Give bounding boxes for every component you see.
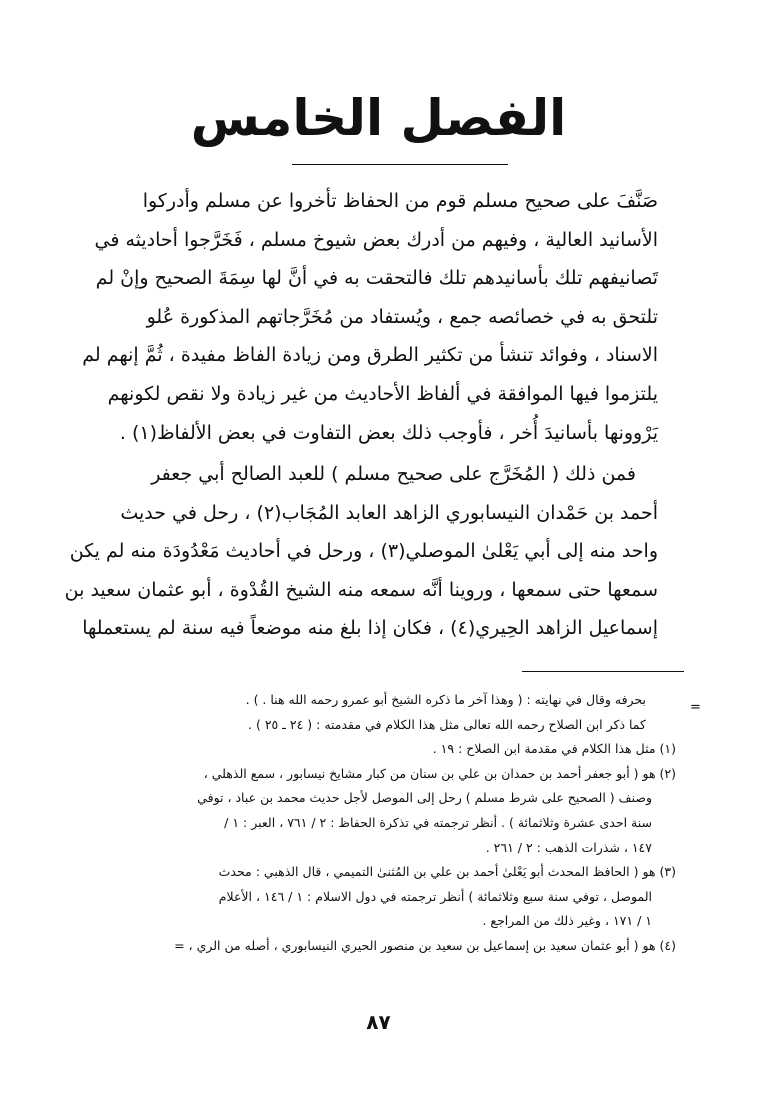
footnote-line: وصنف ( الصحيح على شرط مسلم ) رحل إلى الموصل لأجل حديث محمد بن عباد ، توفي [197, 790, 652, 806]
footnote-line: سنة احدى عشرة وثلاثمائة ) . أنظر ترجمته في تذكرة الحفاظ : ٢ / ٧٦١ ، العبر : ١ / [224, 814, 652, 830]
footnote-line: الموصل ، توفي سنة سبع وثلاثمائة ) أنظر ترجمته في دول الاسلام : ١ / ١٤٦ ، الأعلام [218, 888, 652, 904]
chapter-title: الفصل الخامس [190, 89, 567, 147]
text-line: يَرْوونها بأسانيدَ أُخر ، فأوجب ذلك بعض التفاوت في بعض الألفاظ(١) . [119, 421, 658, 444]
text-line: تلتحق به في خصائصه جمع ، ويُستفاد من مُخَرَّجاتهم المذكورة عُلو [146, 305, 658, 328]
page-number: ٨٧ [366, 1010, 391, 1034]
footnote-line: بحرفه وقال في نهايته : ( وهذا آخر ما ذكره الشيخ أبو عمرو رحمه الله هنا . ) . [245, 692, 646, 707]
footnote-line: ١ / ١٧١ ، وغير ذلك من المراجع . [482, 913, 652, 929]
footnotes [100, 688, 676, 959]
paragraph-1 [82, 182, 658, 452]
footnote-line: (٢) هو ( أبو جعفر أحمد بن حمدان بن علي بن سنان من كبار مشايخ نيسابور ، سمع الذهلي ، [203, 765, 676, 781]
title-divider [292, 164, 508, 165]
text-line: فمن ذلك ( المُخَرَّج على صحيح مسلم ) للعبد الصالح أبي جعفر [151, 463, 636, 485]
text-line: يلتزموا فيها الموافقة في ألفاظ الأحاديث من غير زيادة ولا نقص لكونهم [107, 382, 658, 405]
footnote-divider [522, 671, 684, 672]
paragraph-2 [64, 455, 658, 648]
text-line: سمعها حتى سمعها ، وروينا أنَّه سمعه منه الشيخ القُدْوة ، أبو عثمان سعيد بن [64, 578, 658, 601]
footnote-line: ١٤٧ ، شذرات الذهب : ٢ / ٢٦١ . [485, 839, 652, 855]
footnote-line: (١) مثل هذا الكلام في مقدمة ابن الصلاح : ١٩ . [432, 741, 676, 757]
footnote-line: كما ذكر ابن الصلاح رحمه الله تعالى مثل هذا الكلام في مقدمته : ( ٢٤ ـ ٢٥ ) . [248, 716, 646, 732]
text-line: تَصانيفهم تلك بأسانيدهم تلك فالتحقت به في أنَّ لها سِمَةَ الصحيح وإنْ لم [95, 267, 658, 290]
continuation-mark: = [690, 700, 701, 715]
text-line: الأسانيد العالية ، وفيهم من أدرك بعض شيوخ مسلم ، فَخَرَّجوا أحاديثه في [94, 228, 658, 251]
text-line: صَنَّفَ على صحيح مسلم قوم من الحفاظ تأخروا عن مسلم وأدركوا [142, 190, 658, 212]
text-line: أحمد بن حَمْدان النيسابوري الزاهد العابد المُجَاب(٢) ، رحل في حديث [120, 501, 658, 524]
text-line: إسماعيل الزاهد الحِيري(٤) ، فكان إذا بلغ منه موضعاً فيه سنة لم يستعملها [82, 617, 658, 640]
footnote-line: (٣) هو ( الحافظ المحدث أبو يَعْلىٰ أحمد بن علي بن المُثنىٰ التميمي ، قال الذهبي : محدث [218, 864, 676, 880]
text-line: الاسناد ، وفوائد تنشأ من تكثير الطرق ومن زيادة الفاظ مفيدة ، ثُمَّ إنهم لم [82, 344, 658, 367]
footnote-line: (٤) هو ( أبو عثمان سعيد بن إسماعيل بن سعيد بن منصور الحيري النيسابوري ، أصله من الري ، = [174, 937, 676, 953]
text-line: واحد منه إلى أبي يَعْلىٰ الموصلي(٣) ، ورحل في أحاديث مَعْدُودَة منه لم يكن [69, 540, 658, 563]
